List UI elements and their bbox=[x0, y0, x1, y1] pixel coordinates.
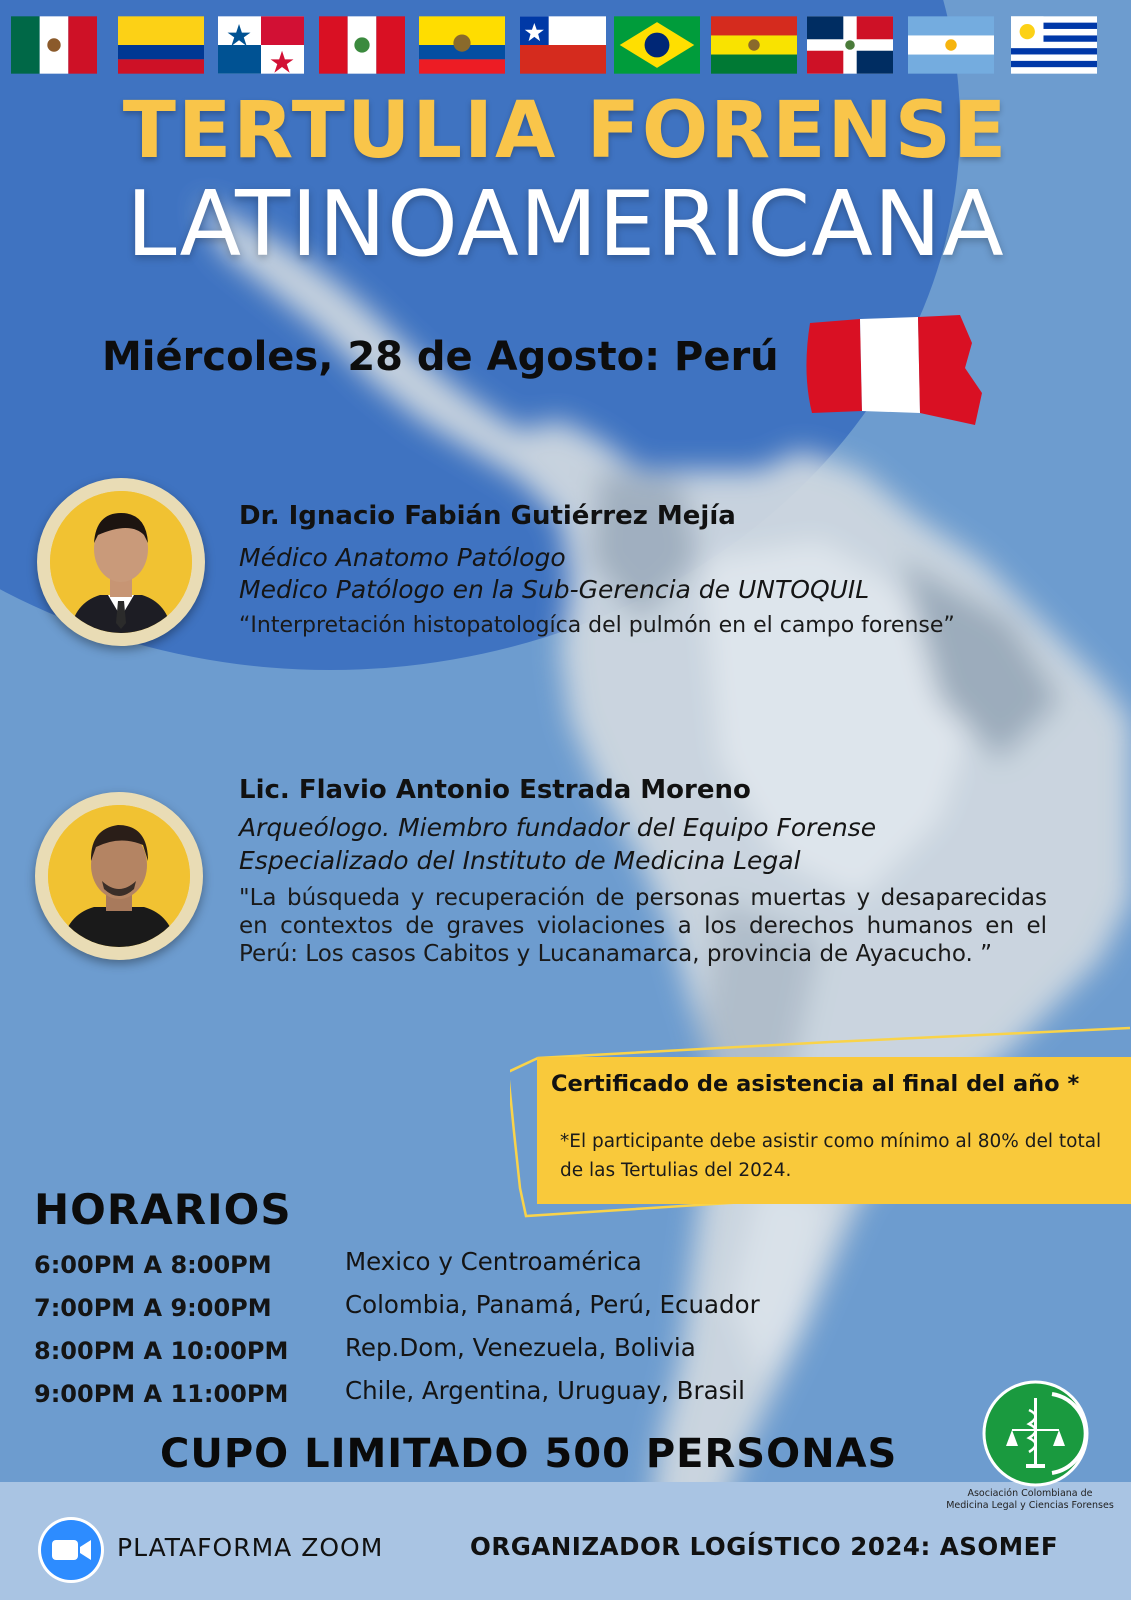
schedule-time: 8:00PM A 10:00PM bbox=[34, 1337, 289, 1365]
schedule-zone: Colombia, Panamá, Perú, Ecuador bbox=[345, 1290, 760, 1319]
platform-label: PLATAFORMA ZOOM bbox=[117, 1533, 384, 1562]
event-date: Miércoles, 28 de Agosto: Perú bbox=[102, 334, 779, 380]
title-line2: LATINOAMERICANA bbox=[126, 172, 1005, 277]
schedule-zone: Chile, Argentina, Uruguay, Brasil bbox=[345, 1376, 745, 1405]
organization-caption bbox=[930, 1488, 1130, 1512]
organization-caption-line1: Asociación Colombiana de bbox=[967, 1488, 1093, 1499]
schedule-zone: Rep.Dom, Venezuela, Bolivia bbox=[345, 1333, 696, 1362]
title-line1: TERTULIA FORENSE bbox=[122, 86, 1009, 176]
uruguay-flag bbox=[1011, 16, 1097, 74]
speaker-2-name: Lic. Flavio Antonio Estrada Moreno bbox=[239, 775, 751, 805]
organizer-label: ORGANIZADOR LOGÍSTICO 2024: ASOMEF bbox=[470, 1532, 1059, 1561]
brazil-flag bbox=[614, 16, 700, 74]
speaker-1-name: Dr. Ignacio Fabián Gutiérrez Mejía bbox=[239, 501, 736, 531]
bolivia-flag bbox=[711, 16, 797, 74]
speaker-1-role-line2: Medico Patólogo en la Sub-Gerencia de UNTOQUIL bbox=[239, 575, 870, 604]
speaker-1-talk: “Interpretación histopatologíca del pulmón en el campo forense” bbox=[239, 613, 955, 638]
schedule-row bbox=[34, 1333, 934, 1371]
schedule-time: 6:00PM A 8:00PM bbox=[34, 1251, 272, 1279]
dominican-republic-flag bbox=[807, 16, 893, 74]
schedule-row bbox=[34, 1247, 934, 1285]
certificate-title: Certificado de asistencia al final del año * bbox=[551, 1071, 1080, 1097]
asomef-logo bbox=[982, 1380, 1089, 1487]
organization-caption-line2: Medicina Legal y Ciencias Forenses bbox=[946, 1500, 1114, 1511]
speaker-1-role-line1: Médico Anatomo Patólogo bbox=[239, 543, 566, 572]
mexico-flag bbox=[11, 16, 97, 74]
schedule-time: 9:00PM A 11:00PM bbox=[34, 1380, 289, 1408]
speaker-2-role-line2: Especializado del Instituto de Medicina Legal bbox=[239, 846, 801, 875]
certificate-note: *El participante debe asistir como mínimo al 80% del total de las Tertulias del 2024. bbox=[560, 1131, 1102, 1181]
speaker-2-photo bbox=[35, 792, 203, 960]
schedule-row bbox=[34, 1376, 934, 1414]
schedule-zone: Mexico y Centroamérica bbox=[345, 1247, 642, 1276]
panama-flag bbox=[218, 16, 304, 74]
schedule-row bbox=[34, 1290, 934, 1328]
capacity-text: CUPO LIMITADO 500 PERSONAS bbox=[160, 1431, 898, 1477]
peru-flag bbox=[800, 313, 995, 428]
argentina-flag bbox=[908, 16, 994, 74]
schedule-time: 7:00PM A 9:00PM bbox=[34, 1294, 272, 1322]
ecuador-flag bbox=[419, 16, 505, 74]
speaker-2-talk: "La búsqueda y recuperación de personas muertas y desaparecidas en contextos de graves violaciones a los derechos humanos en el Perú: Los casos Cabitos y Lucanamarca, provincia de Ayacucho. ” bbox=[239, 885, 1047, 967]
schedule-title: HORARIOS bbox=[34, 1185, 292, 1234]
chile-flag bbox=[520, 16, 606, 74]
flags-row bbox=[11, 16, 1121, 74]
speaker-1-photo bbox=[37, 478, 205, 646]
colombia-flag bbox=[118, 16, 204, 74]
zoom-icon bbox=[38, 1517, 104, 1583]
speaker-2-role-line1: Arqueólogo. Miembro fundador del Equipo Forense bbox=[239, 813, 877, 842]
peru-flag-small bbox=[319, 16, 405, 74]
